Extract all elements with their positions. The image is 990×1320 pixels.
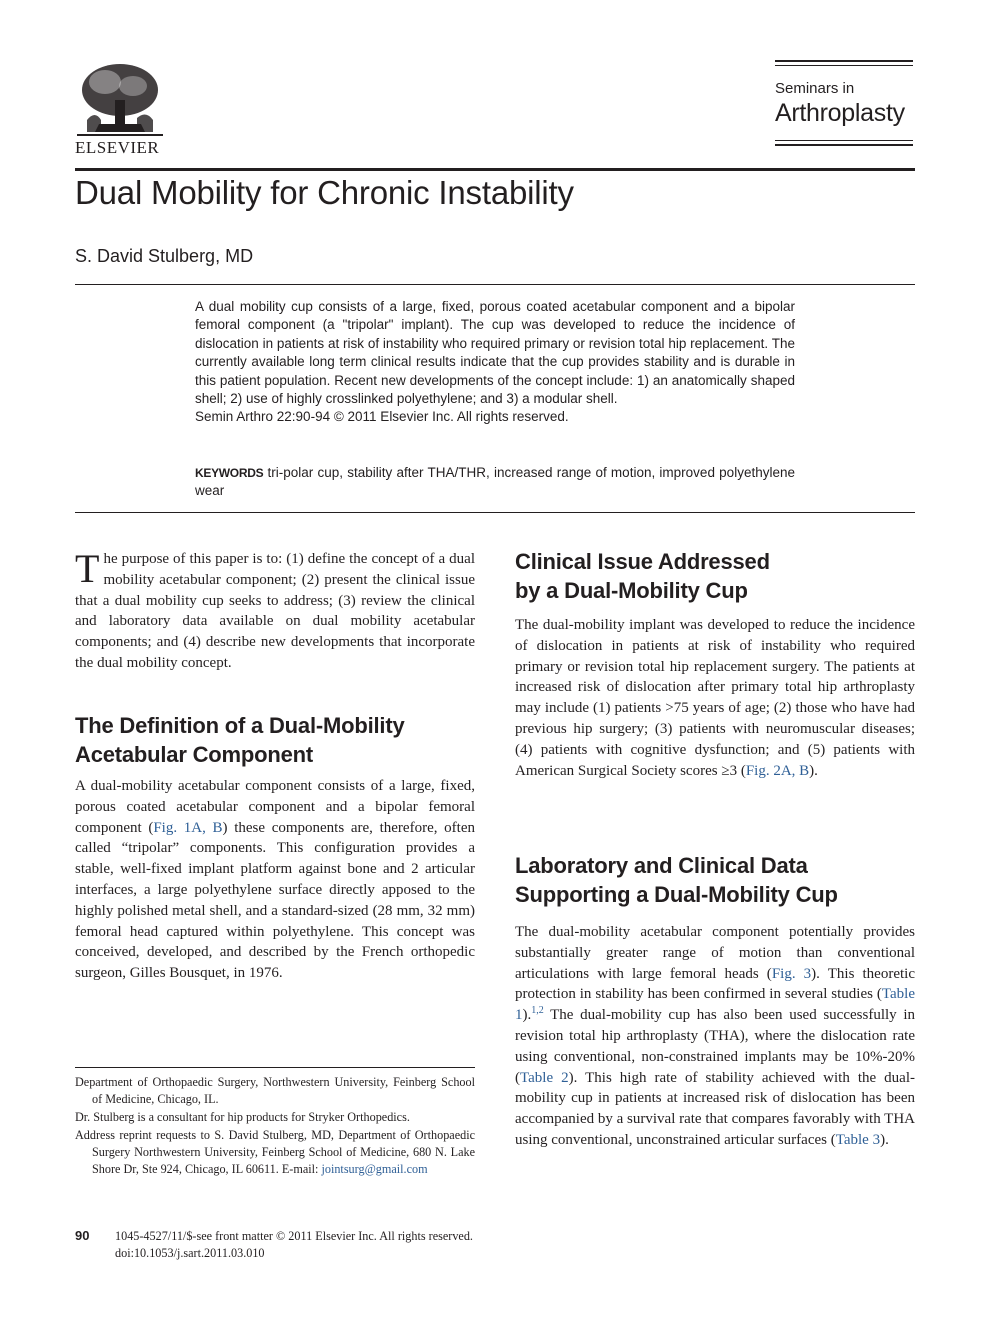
body-text: ). This theoretic protection in stability has been confirmed in several studies ( xyxy=(515,965,915,1003)
issn-line: 1045-4527/11/$-see front matter © 2011 Elsevier Inc. All rights reserved. xyxy=(115,1229,473,1243)
issn-doi xyxy=(115,1228,473,1262)
figure-link[interactable]: Fig. 3 xyxy=(771,965,812,982)
reference-link[interactable]: 1,2 xyxy=(531,1005,544,1017)
author-rule xyxy=(75,284,915,285)
abstract-text: A dual mobility cup consists of a large, fixed, porous coated acetabular component and a bipolar femoral component (a "tripolar" implant). The cup was developed to reduce the incidence of dislocation in patients at risk of instability who required primary or revision total hip replacement. The currently available long term clinical results indicate that the cup provides stability and is durable in this patient population. Recent new developments of the concept include: 1) an anatomically shaped shell; 2) use of highly crosslinked polyethylene; and 3) a modular shell. xyxy=(195,299,795,407)
section-heading-clinical-issue xyxy=(515,547,935,605)
body-text: The dual-mobility acetabular component potentially provides substantially greater range of motion than conventional articulations with large femoral heads ( xyxy=(515,924,915,982)
footnote-reprint xyxy=(75,1127,475,1178)
section-body-clinical-issue xyxy=(515,615,915,781)
abstract xyxy=(195,298,795,427)
heading-line: The Definition of a Dual-Mobility xyxy=(75,713,405,738)
keywords-label: KEYWORDS xyxy=(195,466,264,480)
article-title: Dual Mobility for Chronic Instability xyxy=(75,174,574,211)
masthead-rule-bottom xyxy=(775,144,913,146)
journal-prefix: Seminars in xyxy=(775,80,855,97)
intro-paragraph xyxy=(75,546,475,674)
figure-link[interactable]: Fig. 2A, B xyxy=(745,762,810,779)
heading-line: Laboratory and Clinical Data xyxy=(515,853,808,878)
heading-line: Supporting a Dual-Mobility Cup xyxy=(515,882,838,907)
section-heading-definition xyxy=(75,711,495,769)
intro-text: he purpose of this paper is to: (1) define the concept of a dual mobility acetabular component; (2) present the clinical issue that a dual mobility cup seeks to address; (3) review the clinical and laboratory data available on dual mobility acetabular components; and (4) describe new developments that incorporate the dual mobility concept. xyxy=(75,551,475,671)
footnote-reprint-text: Address reprint requests to S. David Stulberg, MD, Department of Orthopaedic Surgery Northwestern University, Feinberg School of Medicine, 680 N. Lake Shore Dr, Ste 924, Chicago, IL 60611. E-mail: xyxy=(75,1128,475,1176)
figure-link[interactable]: Fig. 1A, B xyxy=(153,819,223,836)
footnotes xyxy=(75,1074,475,1179)
journal-masthead xyxy=(775,60,913,149)
section-heading-laboratory-data xyxy=(515,851,935,909)
table-link[interactable]: Table 1 xyxy=(515,986,915,1024)
body-text: The dual-mobility implant was developed to reduce the incidence of dislocation in patients at risk of instability who required primary or revision total hip replacement surgery. The patients at increased risk of dislocation after primary total hip arthroplasty may include (1) patients >75 years of age; (2) those who have had previous hip surgery; (3) patients with neuromuscular diseases; (4) patients with cognitive dysfunction; and (5) patients with American Surgical Society scores ≥3 ( xyxy=(515,617,915,779)
footnote-disclosure: Dr. Stulberg is a consultant for hip products for Stryker Orthopedics. xyxy=(75,1110,410,1124)
body-text: ). xyxy=(809,762,818,779)
section-body-laboratory-data xyxy=(515,922,915,1151)
heading-line: Clinical Issue Addressed xyxy=(515,549,770,574)
body-text: A dual-mobility acetabular component consists of a large, fixed, porous coated acetabular component and a bipolar femoral component ( xyxy=(75,778,475,836)
masthead-rule-top-thin xyxy=(775,65,913,66)
masthead-rule-bottom-thin xyxy=(775,140,913,141)
body-text: ). xyxy=(880,1131,889,1148)
body-text: ). xyxy=(522,1007,532,1024)
keywords-list: tri-polar cup, stability after THA/THR, increased range of motion, improved polyethylene wear xyxy=(195,465,795,499)
section-body-definition xyxy=(75,776,475,984)
footnote-affiliation: Department of Orthopaedic Surgery, Northwestern University, Feinberg School of Medicine, Chicago, IL. xyxy=(75,1075,475,1106)
journal-name: Arthroplasty xyxy=(775,99,905,127)
publisher-name: ELSEVIER xyxy=(75,138,160,157)
keywords xyxy=(195,464,795,501)
table-link[interactable]: Table 3 xyxy=(835,1131,881,1148)
heading-line: Acetabular Component xyxy=(75,742,314,767)
masthead-rule-top xyxy=(775,60,913,62)
body-text: ). This high rate of stability achieved with the dual-mobility cup in patients at increased risk of dislocation has been accompanied by a survival rate that compares favorably with THA using conventional, unconstrained articular surfaces ( xyxy=(515,1069,915,1148)
abstract-rule xyxy=(75,512,915,513)
body-text: ) these components are, therefore, often called “tripolar” components. This configuration provides a stable, well-fixed implant platform against bone and 2 articular interfaces, a large polyethylene surface directly apposed to the highly polished metal shell, and a standard-sized (28 mm, 32 mm) femoral head captured within polyethylene. This concept was conceived, developed, and described by the French orthopedic surgeon, Gilles Bousquet, in 1976. xyxy=(75,819,475,982)
body-text: The dual-mobility cup has also been used successfully in revision total hip arthroplasty (THA), where the dislocation rate using conventional, non-constrained implants may be 10%-20% ( xyxy=(515,1007,915,1086)
email-link[interactable]: jointsurg@gmail.com xyxy=(321,1162,428,1176)
abstract-citation: Semin Arthro 22:90-94 © 2011 Elsevier Inc. All rights reserved. xyxy=(195,409,569,425)
footnote-rule xyxy=(75,1067,475,1068)
page-number: 90 xyxy=(75,1228,90,1243)
article-author: S. David Stulberg, MD xyxy=(75,246,254,266)
drop-cap: T xyxy=(75,546,100,591)
heading-line: by a Dual-Mobility Cup xyxy=(515,578,748,603)
doi-line: doi:10.1053/j.sart.2011.03.010 xyxy=(115,1246,265,1260)
table-link[interactable]: Table 2 xyxy=(520,1069,569,1086)
